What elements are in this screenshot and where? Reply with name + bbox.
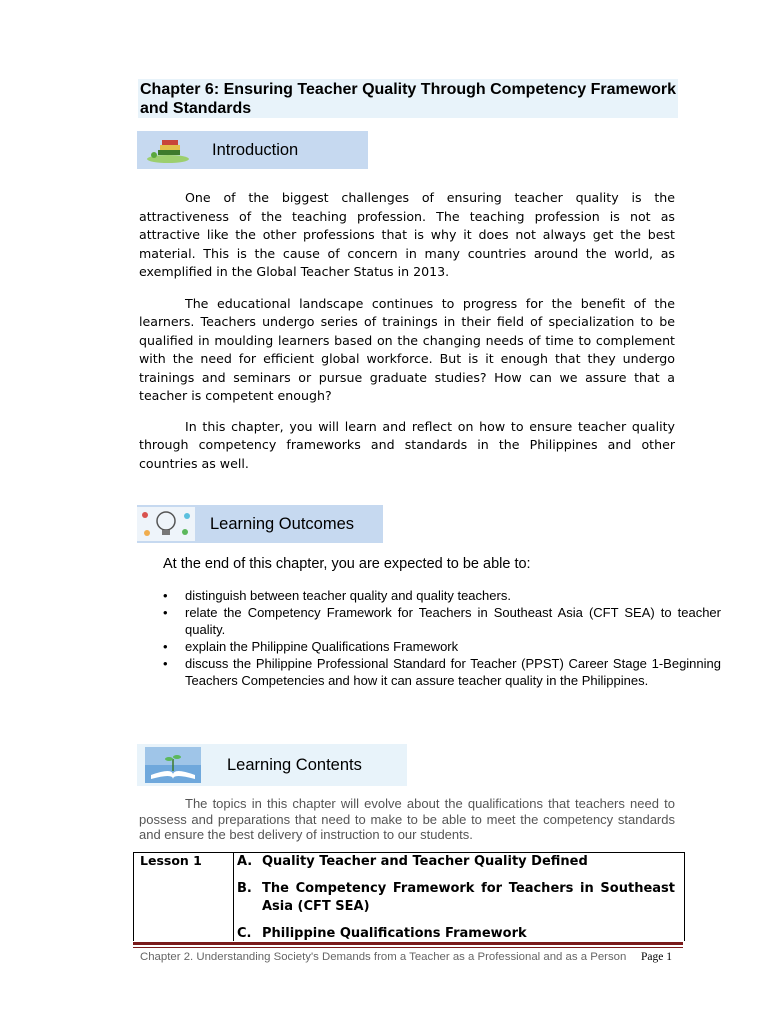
open-book-icon (145, 747, 201, 783)
learning-outcomes-heading: Learning Outcomes (210, 514, 354, 533)
footer-rule-thin (133, 947, 683, 948)
learning-contents-banner (137, 744, 407, 786)
introduction-text (139, 189, 675, 473)
lesson-topic: B. The Competency Framework for Teachers in Southeast Asia (CFT SEA) (237, 881, 675, 914)
outcomes-lead: At the end of this chapter, you are expected to be able to: (163, 556, 531, 572)
lesson-table (133, 852, 685, 941)
books-icon (144, 135, 192, 165)
learning-contents-heading: Learning Contents (227, 755, 362, 774)
introduction-heading: Introduction (212, 140, 299, 159)
lesson-label: Lesson 1 (140, 853, 202, 868)
list-item: • relate the Competency Framework for Teachers in Southeast Asia (CFT SEA) to teacher quality. (163, 605, 721, 637)
page-number: Page 1 (641, 951, 672, 963)
learning-contents-intro: The topics in this chapter will evolve about the qualifications that teachers need to possess and preparations that need to make to be able to meet the competency standards and ensure the best delivery of instruction to our students. (139, 796, 675, 842)
footer-text: Chapter 2. Understanding Society's Demands from a Teacher as a Professional and as a Person (140, 951, 627, 963)
paragraph: In this chapter, you will learn and reflect on how to ensure teacher quality through competency frameworks and standards in the Philippines and other countries as well. (139, 418, 675, 471)
lesson-topic: C. Philippine Qualifications Framework (237, 926, 527, 941)
learning-outcomes-banner (137, 505, 383, 543)
list-item: • discuss the Philippine Professional Standard for Teacher (PPST) Career Stage 1-Beginning Teachers Competencies and how it can assure teacher quality in the Philippines. (163, 656, 721, 688)
list-item: • distinguish between teacher quality and quality teachers. (163, 588, 511, 603)
paragraph: The educational landscape continues to progress for the benefit of the learners. Teachers undergo series of trainings in their field of specialization to be qualified in moulding learners based on the changing needs of time to complement with the need for efficient global workforce. But is it enough that they undergo trainings and seminars or pursue graduate studies? How can we assure that a teacher is competent enough? (139, 295, 675, 403)
paragraph: One of the biggest challenges of ensuring teacher quality is the attractiveness of the teaching profession. The teaching profession is not as attractive like the other professions that is why it does not always get the best material. This is the cause of concern in many countries around the world, as exemplified in the Global Teacher Status in 2013. (139, 190, 675, 279)
list-item: • explain the Philippine Qualifications Framework (163, 639, 459, 654)
outcomes-list (139, 587, 721, 689)
lesson-topic: A. Quality Teacher and Teacher Quality Defined (237, 854, 588, 869)
introduction-banner (137, 131, 368, 169)
chapter-title: Chapter 6: Ensuring Teacher Quality Through Competency Framework and Standards (140, 81, 676, 117)
lightbulb-icon (137, 507, 195, 541)
footer-rule (133, 942, 683, 945)
table-divider (233, 853, 234, 941)
